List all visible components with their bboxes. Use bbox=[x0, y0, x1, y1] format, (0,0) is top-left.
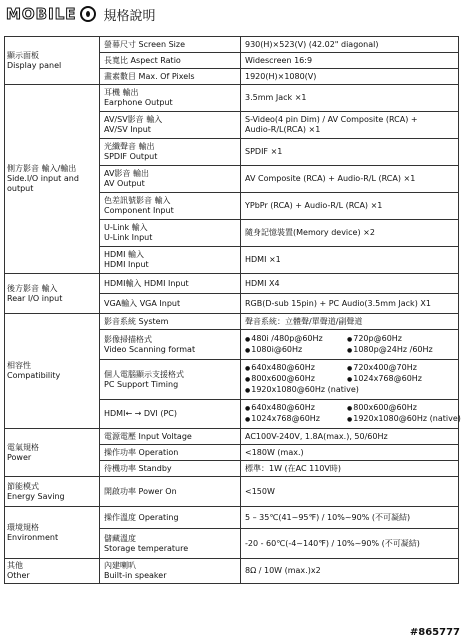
camera-lens-icon bbox=[80, 6, 96, 22]
logo-text: MOBILE bbox=[6, 5, 77, 23]
category-cell: 節能模式 Energy Saving bbox=[5, 477, 100, 507]
feature-cell: 操作溫度 Operating bbox=[100, 507, 241, 529]
table-row bbox=[5, 314, 459, 330]
table-row bbox=[5, 85, 459, 112]
value-cell: 930(H)×523(V) (42.02" diagonal) bbox=[241, 37, 459, 53]
feature-cell: U-Link 輸入 U-Link Input bbox=[100, 220, 241, 247]
feature-cell: HDMI輸入 HDMI Input bbox=[100, 274, 241, 294]
table-row bbox=[5, 37, 459, 53]
value-cell: RGB(D-sub 15pin) + PC Audio(3.5mm Jack) X1 bbox=[241, 294, 459, 314]
table-row bbox=[5, 274, 459, 294]
spec-table bbox=[4, 36, 459, 584]
feature-cell: HDMI 輸入 HDMI Input bbox=[100, 247, 241, 274]
value-cell: 聲音系統：立體聲/單聲道/副聲道 bbox=[241, 314, 459, 330]
value-cell: -20 - 60℃(-4~140℉) / 10%~90% (不可凝結) bbox=[241, 529, 459, 559]
value-cell: SPDIF ×1 bbox=[241, 139, 459, 166]
value-cell: AC100V-240V, 1.8A(max.), 50/60Hz bbox=[241, 429, 459, 445]
table-row bbox=[5, 477, 459, 507]
page-title: 規格說明 bbox=[103, 8, 156, 24]
value-cell: AV Composite (RCA) + Audio-R/L (RCA) ×1 bbox=[241, 166, 459, 193]
feature-cell: 影音系統 System bbox=[100, 314, 241, 330]
value-cell: S-Video(4 pin Dim) / AV Composite (RCA) + Audio-R/L(RCA) ×1 bbox=[241, 112, 459, 139]
value-cell: ● 640x480@60Hz ● 720x400@70Hz ● 800x600@60Hz ● 1024x768@60Hz ● 1920x1080@60Hz (native) bbox=[241, 360, 459, 400]
feature-cell: 個人電腦顯示支援格式 PC Support Timing bbox=[100, 360, 241, 400]
value-cell: <150W bbox=[241, 477, 459, 507]
value-cell: 標準：1W (在AC 110V時) bbox=[241, 461, 459, 477]
brand-logo bbox=[6, 5, 96, 23]
value-cell: 1920(H)×1080(V) bbox=[241, 69, 459, 85]
value-cell: 3.5mm Jack ×1 bbox=[241, 85, 459, 112]
category-cell: 側方影音 輸入/輸出 Side.I/O input and output bbox=[5, 85, 100, 274]
value-cell: ● 480i /480p@60Hz ● 720p@60Hz ● 1080i@60Hz ● 1080p@24Hz /60Hz bbox=[241, 330, 459, 360]
feature-cell: VGA輸入 VGA Input bbox=[100, 294, 241, 314]
feature-cell: 螢幕尺寸 Screen Size bbox=[100, 37, 241, 53]
table-row bbox=[5, 507, 459, 529]
value-cell: 隨身記憶裝置(Memory device) ×2 bbox=[241, 220, 459, 247]
feature-cell: 內建喇叭 Built-in speaker bbox=[100, 559, 241, 584]
feature-cell: 光纖聲音 輸出 SPDIF Output bbox=[100, 139, 241, 166]
value-cell: 5 – 35℃(41~95℉) / 10%~90% (不可凝結) bbox=[241, 507, 459, 529]
header bbox=[6, 2, 156, 26]
feature-cell: 耳機 輸出 Earphone Output bbox=[100, 85, 241, 112]
category-cell: 環境規格 Environment bbox=[5, 507, 100, 559]
feature-cell: AV影音 輸出 AV Output bbox=[100, 166, 241, 193]
feature-cell: 長寬比 Aspect Ratio bbox=[100, 53, 241, 69]
feature-cell: AV/SV影音 輸入 AV/SV Input bbox=[100, 112, 241, 139]
value-cell: HDMI X4 bbox=[241, 274, 459, 294]
feature-cell: HDMI← → DVI (PC) bbox=[100, 400, 241, 429]
feature-cell: 待機功率 Standby bbox=[100, 461, 241, 477]
category-cell: 相容性 Compatibility bbox=[5, 314, 100, 429]
category-cell: 顯示面板 Display panel bbox=[5, 37, 100, 85]
feature-cell: 電源電壓 Input Voltage bbox=[100, 429, 241, 445]
table-row bbox=[5, 429, 459, 445]
table-row bbox=[5, 559, 459, 584]
feature-cell: 操作功率 Operation bbox=[100, 445, 241, 461]
feature-cell: 影像掃描格式 Video Scanning format bbox=[100, 330, 241, 360]
category-cell: 其他 Other bbox=[5, 559, 100, 584]
category-cell: 後方影音 輸入 Rear I/O input bbox=[5, 274, 100, 314]
value-cell: 8Ω / 10W (max.)x2 bbox=[241, 559, 459, 584]
value-cell: Widescreen 16:9 bbox=[241, 53, 459, 69]
category-cell: 電氣規格 Power bbox=[5, 429, 100, 477]
feature-cell: 畫素數目 Max. Of Pixels bbox=[100, 69, 241, 85]
value-cell: ● 640x480@60Hz ● 800x600@60Hz ● 1024x768@60Hz ● 1920x1080@60Hz (native) bbox=[241, 400, 459, 429]
image-id-label: #865777 bbox=[409, 627, 460, 638]
value-cell: <180W (max.) bbox=[241, 445, 459, 461]
feature-cell: 色差訊號影音 輸入 Component Input bbox=[100, 193, 241, 220]
value-cell: YPbPr (RCA) + Audio-R/L (RCA) ×1 bbox=[241, 193, 459, 220]
feature-cell: 儲藏溫度 Storage temperature bbox=[100, 529, 241, 559]
feature-cell: 開啟功率 Power On bbox=[100, 477, 241, 507]
value-cell: HDMI ×1 bbox=[241, 247, 459, 274]
